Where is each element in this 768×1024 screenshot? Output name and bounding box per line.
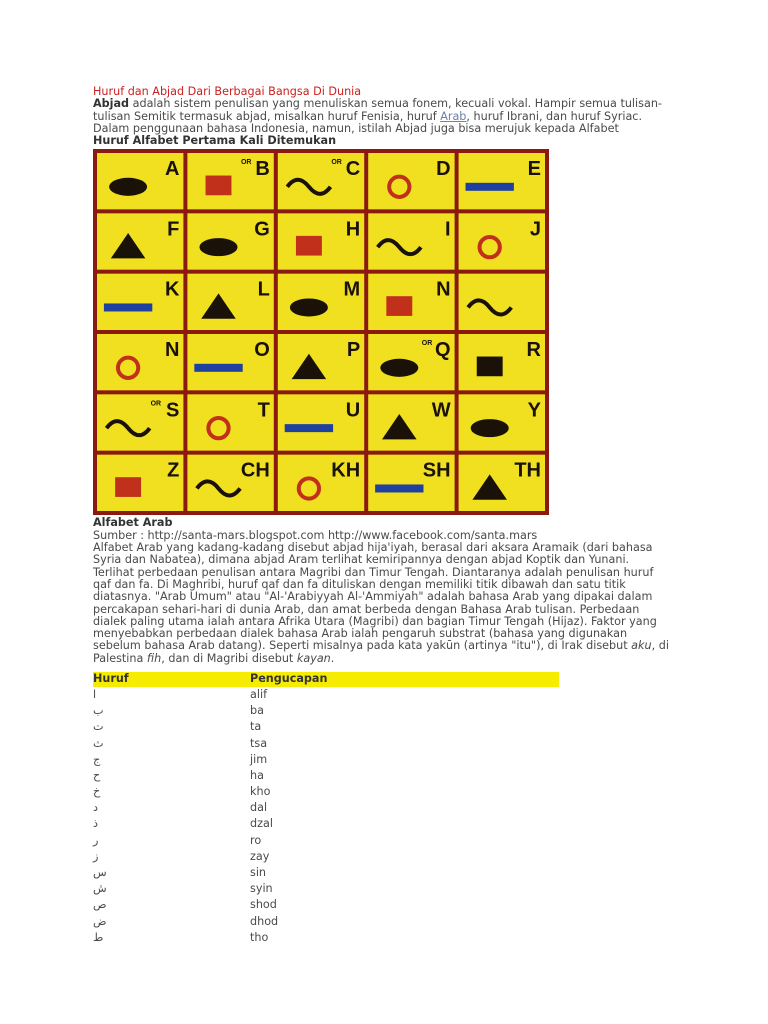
letter-cell: د	[93, 801, 98, 815]
hieroglyph-letter: CH	[240, 460, 270, 483]
hieroglyph-letter: N	[436, 279, 451, 302]
glyph-shape	[290, 299, 328, 317]
hieroglyph-cell	[278, 214, 364, 270]
arab-text-2: , di Palestina	[93, 639, 669, 665]
header-huruf: Huruf	[93, 672, 250, 687]
letter-cell: ح	[93, 768, 101, 782]
letter-cell: ت	[93, 720, 104, 734]
letter-cell: خ	[93, 785, 101, 799]
hieroglyph-letter: A	[164, 158, 180, 181]
word-fih: fih	[146, 651, 162, 665]
letter-cell: ث	[93, 736, 104, 750]
glyph-shape	[386, 297, 412, 317]
pronunciation-cell: ro	[250, 833, 262, 847]
hieroglyph-cell	[459, 395, 545, 451]
source-line: Sumber : http://santa-mars.blogspot.com http://www.facebook.com/santa.mars	[93, 528, 538, 542]
hieroglyph-letter: U	[345, 399, 361, 422]
pronunciation-cell: dhod	[250, 914, 279, 928]
letter-cell: ذ	[93, 817, 98, 831]
letter-cell: ز	[93, 849, 99, 863]
hieroglyph-cell	[368, 455, 454, 511]
pronunciation-cell: sin	[250, 866, 267, 880]
pronunciation-cell: kho	[250, 785, 271, 799]
pronunciation-cell: dzal	[250, 817, 273, 831]
hieroglyph-cell	[459, 153, 545, 209]
hieroglyph-letter: P	[346, 339, 361, 362]
table-row	[93, 687, 559, 703]
hieroglyph-cell	[278, 274, 364, 330]
table-row	[93, 817, 559, 833]
hieroglyph-letter: J	[529, 218, 541, 241]
glyph-shape	[296, 236, 322, 256]
hieroglyph-cell	[97, 274, 183, 330]
hieroglyph-letter: M	[343, 279, 361, 302]
glyph-shape	[380, 359, 418, 377]
pronunciation-cell: ba	[250, 704, 264, 718]
hieroglyph-letter: Y	[527, 399, 541, 422]
pronunciation-cell: shod	[250, 898, 277, 912]
intro-paragraph	[93, 98, 673, 135]
hieroglyph-cell	[278, 395, 364, 451]
hieroglyph-cell	[187, 214, 273, 270]
hieroglyph-cell	[368, 334, 454, 390]
glyph-shape	[285, 425, 333, 433]
hieroglyph-letter: F	[167, 218, 180, 241]
glyph-shape	[471, 420, 509, 438]
letter-cell: ر	[93, 833, 99, 847]
heading-first-alphabet: Huruf Alfabet Pertama Kali Ditemukan	[93, 134, 337, 148]
hieroglyph-cell	[368, 153, 454, 209]
letter-cell: س	[93, 866, 107, 880]
hieroglyph-letter: S	[166, 399, 180, 422]
arab-text-4: .	[330, 651, 335, 665]
letter-cell: ب	[93, 704, 104, 718]
intro-bold-word: Abjad	[93, 97, 130, 111]
hieroglyph-cell	[368, 214, 454, 270]
or-label: OR	[240, 159, 252, 167]
letter-cell: ش	[93, 882, 107, 896]
pronunciation-cell: tho	[250, 930, 269, 944]
hieroglyph-alphabet-image	[93, 149, 549, 515]
letter-cell: ج	[93, 752, 101, 766]
table-body	[93, 687, 559, 946]
hieroglyph-letter: B	[255, 158, 270, 181]
table-row	[93, 800, 559, 816]
table-row	[93, 752, 559, 768]
table-row	[93, 719, 559, 735]
intro-text-a: adalah sistem penulisan yang menuliskan semua fonem, kecuali vokal. Hampir semua tulisan-tulisan Semitik termasuk abjad, misalkan huruf Fenisia, huruf	[93, 97, 662, 123]
hieroglyph-letter: D	[436, 158, 451, 181]
hieroglyph-cell	[187, 334, 273, 390]
hieroglyph-letter: KH	[331, 460, 361, 483]
hieroglyph-cell	[97, 153, 183, 209]
arabic-paragraph	[93, 542, 673, 665]
pronunciation-cell: ta	[250, 720, 262, 734]
table-row	[93, 865, 559, 881]
arab-link[interactable]: Arab	[440, 109, 467, 123]
pronunciation-cell: dal	[250, 801, 268, 815]
hieroglyph-cell	[97, 334, 183, 390]
document-page	[93, 86, 673, 946]
glyph-shape	[194, 364, 242, 372]
hieroglyph-letter: N	[164, 339, 180, 362]
hieroglyph-cell	[97, 455, 183, 511]
hieroglyph-letter: L	[257, 279, 270, 302]
or-label: OR	[421, 340, 433, 348]
hieroglyph-letter: W	[431, 399, 451, 422]
glyph-shape	[199, 239, 237, 257]
word-aku: aku	[631, 639, 652, 653]
hieroglyph-cell	[278, 153, 364, 209]
heading-arabic-alphabet: Alfabet Arab	[93, 516, 173, 530]
document-title: Huruf dan Abjad Dari Berbagai Bangsa Di Dunia	[93, 85, 362, 98]
pronunciation-cell: tsa	[250, 736, 268, 750]
hieroglyph-cell	[187, 395, 273, 451]
table-row	[93, 914, 559, 930]
pronunciation-cell: ha	[250, 768, 264, 782]
hieroglyph-cell	[459, 214, 545, 270]
header-pengucapan: Pengucapan	[250, 672, 559, 687]
glyph-shape	[104, 304, 152, 312]
hieroglyph-letter: Q	[435, 339, 451, 362]
hieroglyph-letter: Z	[167, 460, 180, 483]
table-row	[93, 849, 559, 865]
table-header-row	[93, 672, 559, 687]
table-row	[93, 897, 559, 913]
table-row	[93, 881, 559, 897]
hieroglyph-cell	[97, 214, 183, 270]
hieroglyph-letter: E	[527, 158, 541, 181]
table-row	[93, 784, 559, 800]
hieroglyph-cell	[187, 455, 273, 511]
hieroglyph-letter: SH	[422, 460, 451, 483]
hieroglyph-cell	[368, 395, 454, 451]
letter-cell: ا	[93, 687, 97, 701]
letter-cell: ض	[93, 914, 107, 928]
pronunciation-cell: zay	[250, 849, 270, 863]
hieroglyph-cell	[278, 455, 364, 511]
hieroglyph-cell	[368, 274, 454, 330]
hieroglyph-letter: TH	[514, 460, 541, 483]
arab-text-3: , dan di Magribi disebut	[161, 651, 297, 665]
word-kayan: kayan	[296, 651, 331, 665]
table-row	[93, 736, 559, 752]
letter-cell: ط	[93, 930, 104, 944]
or-label: OR	[331, 159, 342, 167]
glyph-shape	[375, 485, 423, 493]
or-label: OR	[150, 400, 162, 408]
table-row	[93, 703, 559, 719]
table-row	[93, 930, 559, 946]
glyph-shape	[109, 178, 147, 196]
pronunciation-cell: jim	[250, 752, 268, 766]
intro-text-b: , huruf Ibrani, dan huruf Syriac. Dalam penggunaan bahasa Indonesia, namun, istilah Abjad juga bisa merujuk kepada Alfabet	[93, 109, 643, 135]
pronunciation-cell: syin	[250, 882, 273, 896]
hieroglyph-letter: C	[345, 158, 361, 181]
table-row	[93, 833, 559, 849]
hieroglyph-cell	[187, 153, 273, 209]
hieroglyph-grid	[93, 149, 549, 515]
hieroglyph-letter: R	[526, 339, 541, 362]
hieroglyph-letter: I	[445, 218, 451, 241]
hieroglyph-letter: O	[254, 339, 270, 362]
arab-text-1: Alfabet Arab yang kadang-kadang disebut abjad hija'iyah, berasal dari aksara Aramaik (dari bahasa Syria dan Nabatea), dimana abjad Aram terlihat kemiripannya dengan abjad Koptik dan Yunani. Terlihat perbedaan penulisan antara Magribi dan Timur Tengah. Diantaranya adalah penulisan huruf qaf dan fa. Di Maghribi, huruf qaf dan fa dituliskan dengan memiliki titik dibawah dan satu titik diatasnya. "Arab Umum" atau "Al-'Arabiyyah Al-'Ammiyah" adalah bahasa Arab yang dipakai dalam percakapan sehari-hari di dunia Arab, dan amat berbeda dengan Bahasa Arab tulisan. Perbedaan dialek paling utama ialah antara Afrika Utara (Magribi) dan bagian Timur Tengah (Hijaz). Faktor yang menyebabkan perbedaan dialek bahasa Arab ialah pengaruh substrat (bahasa yang digunakan sebelum bahasa Arab datang). Seperti misalnya pada kata yakūn (artinya "itu"), di Irak disebut	[93, 541, 657, 653]
glyph-shape	[477, 357, 503, 377]
hieroglyph-letter: K	[164, 279, 180, 302]
glyph-shape	[466, 183, 514, 191]
hieroglyph-cell	[459, 334, 545, 390]
glyph-shape	[206, 176, 232, 196]
hieroglyph-cell	[187, 274, 273, 330]
hieroglyph-cell	[97, 395, 183, 451]
glyph-shape	[115, 478, 141, 498]
hieroglyph-letter: H	[345, 218, 361, 241]
pronunciation-cell: alif	[250, 687, 268, 701]
letter-cell: ص	[93, 898, 107, 912]
hieroglyph-cell	[278, 334, 364, 390]
hieroglyph-letter: T	[257, 399, 270, 422]
hieroglyph-letter: G	[254, 218, 270, 241]
letter-table	[93, 672, 559, 946]
hieroglyph-cell	[459, 455, 545, 511]
table-row	[93, 768, 559, 784]
hieroglyph-cell	[459, 274, 545, 330]
